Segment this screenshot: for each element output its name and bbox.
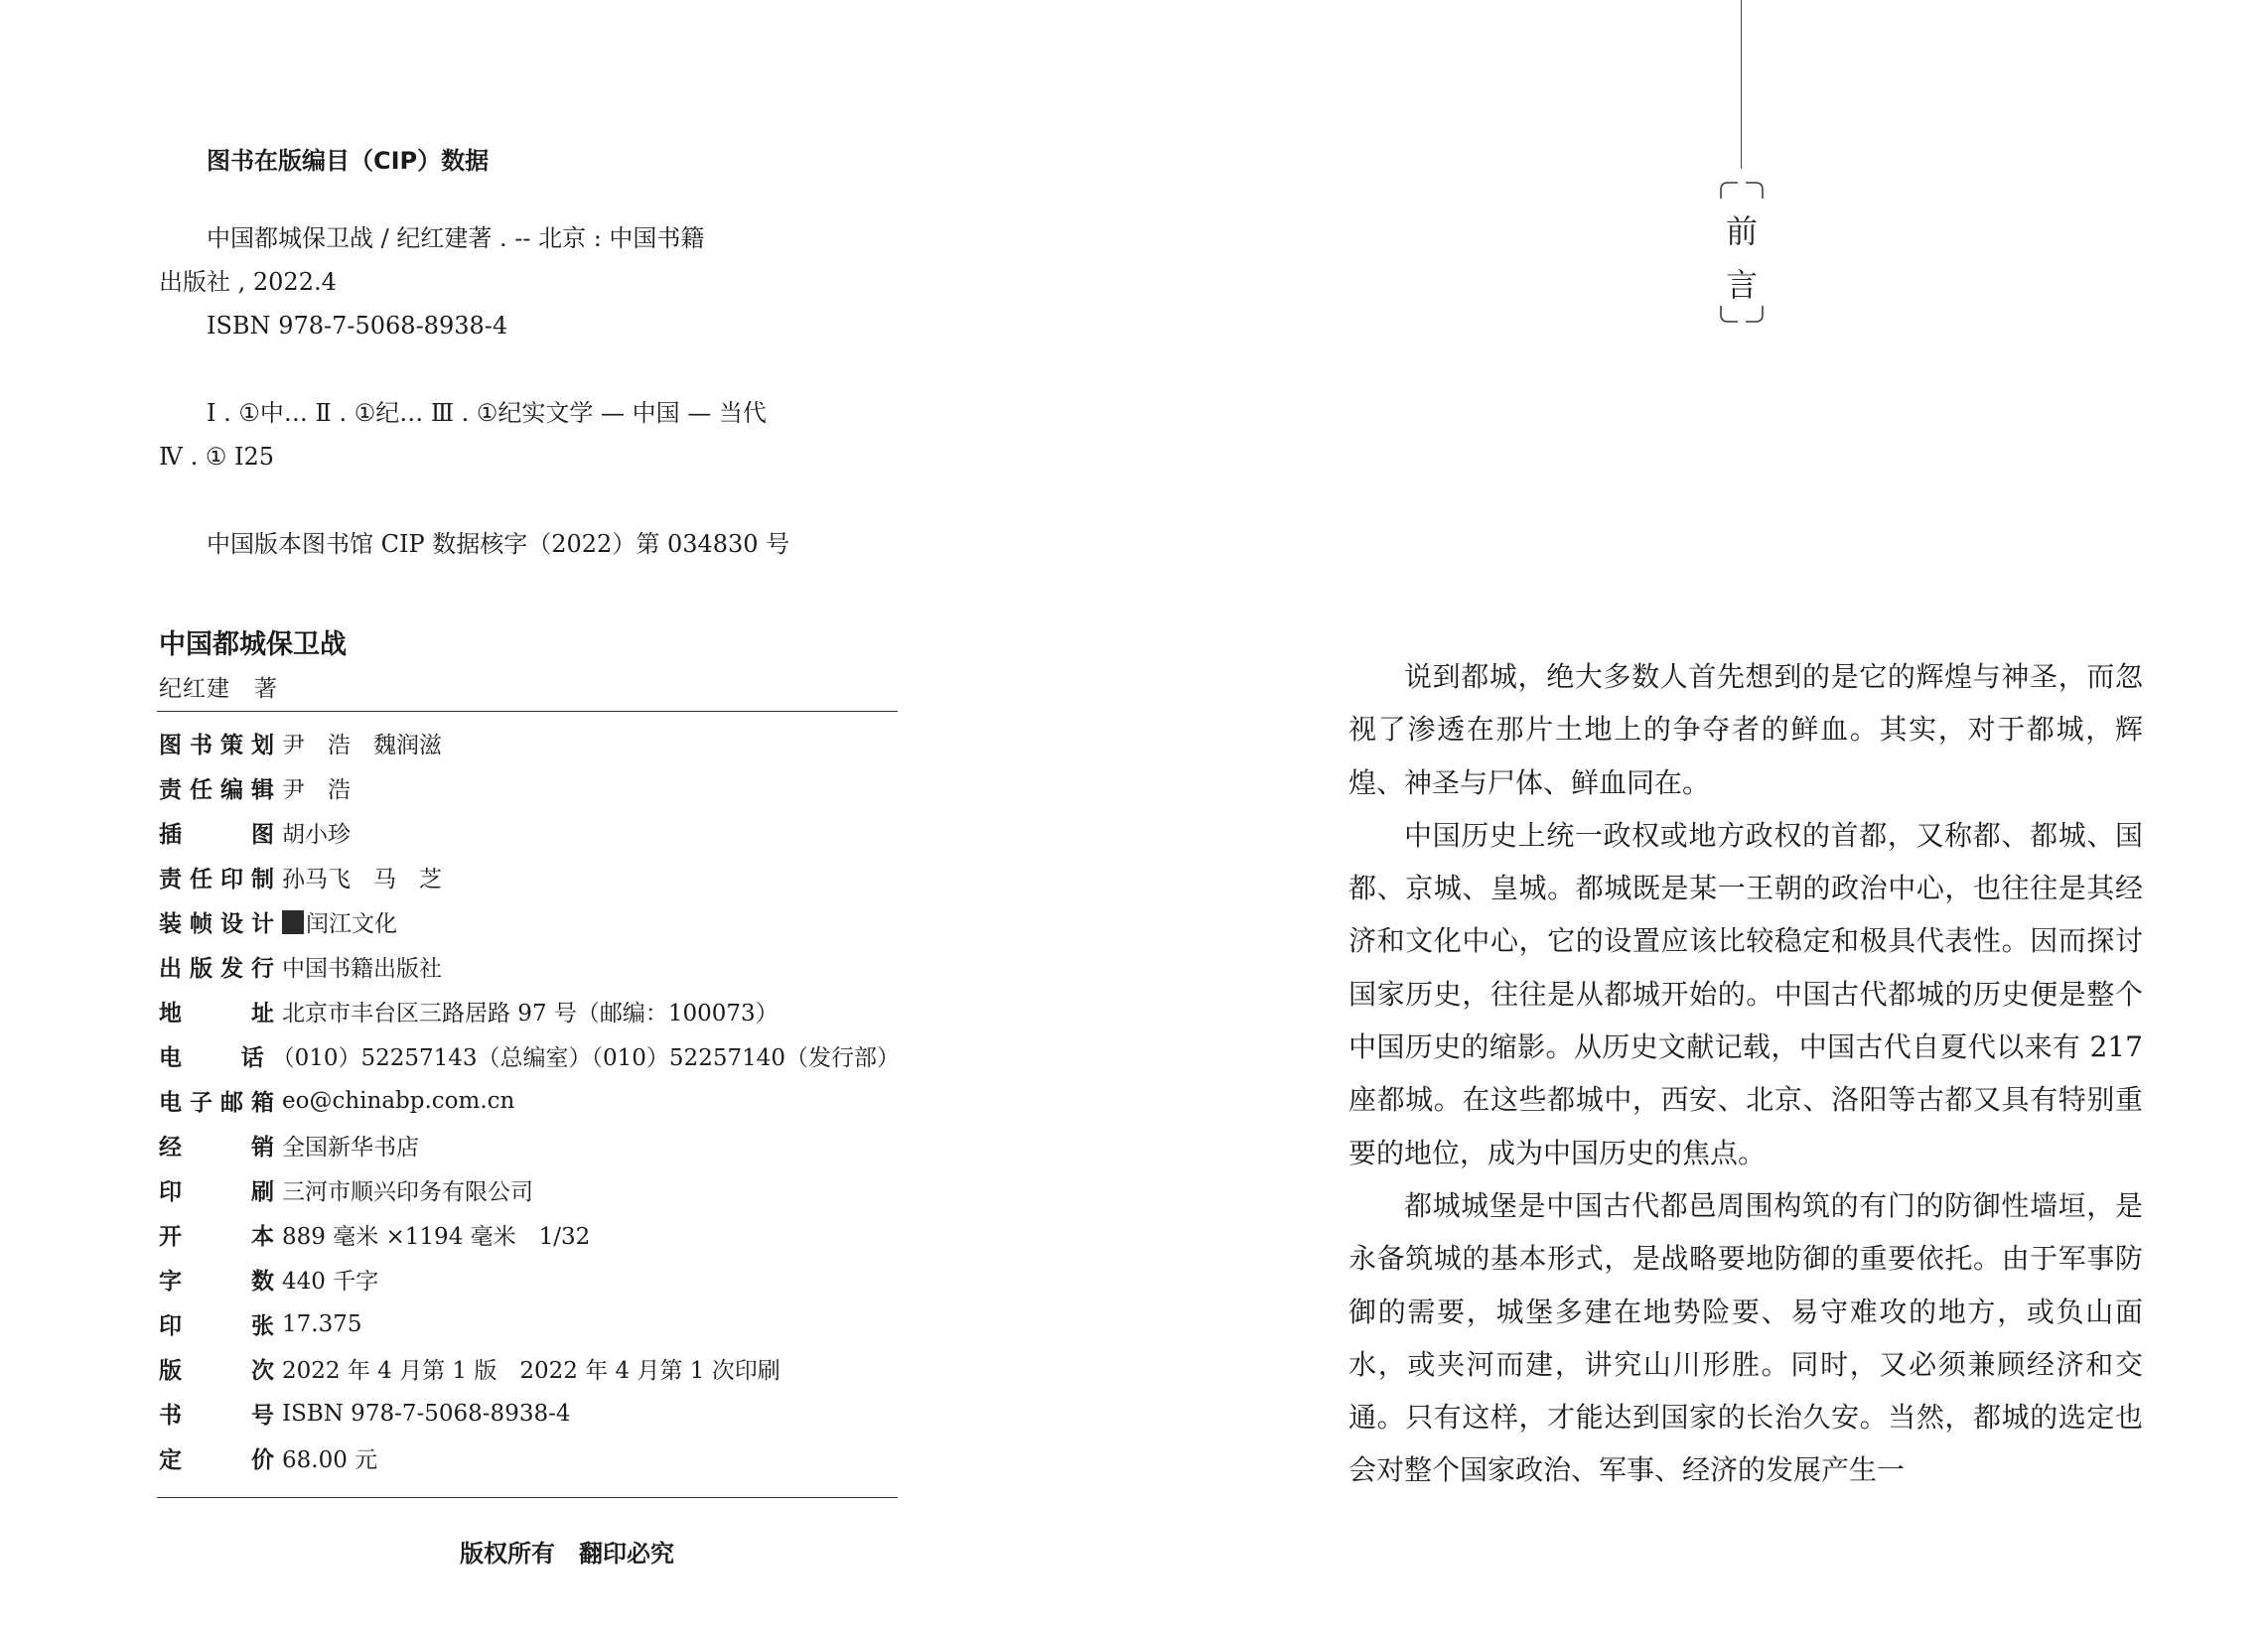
preface-heading-char: 言 <box>1725 266 1758 304</box>
copyright-notice: 版权所有 翻印必究 <box>460 1540 674 1568</box>
cip-line: 中国都城保卫战 / 纪红建著 . -- 北京 : 中国书籍 <box>207 224 705 252</box>
cip-line: 出版社 , 2022.4 <box>159 268 337 296</box>
colophon-label: 字 数 <box>159 1269 274 1295</box>
colophon-value: 440 千字 <box>282 1269 379 1295</box>
book-title: 中国都城保卫战 <box>159 629 347 660</box>
colophon-value: 17.375 <box>282 1310 362 1337</box>
preface-heading-tag <box>1718 181 1766 324</box>
colophon-value: 全国新华书店 <box>282 1135 419 1161</box>
divider <box>157 1497 898 1498</box>
colophon-row <box>159 810 900 855</box>
colophon-table <box>159 721 900 1480</box>
colophon-row <box>159 1033 900 1078</box>
colophon-row <box>159 765 900 810</box>
colophon-row <box>159 1123 900 1167</box>
colophon-value: （010）52257143（总编室）（010）52257140（发行部） <box>271 1045 900 1071</box>
colophon-label: 电 话 <box>159 1045 264 1071</box>
preface-heading-char: 前 <box>1725 212 1758 250</box>
preface-body <box>1348 650 2143 1497</box>
colophon-label: 责 任 编 辑 <box>159 777 274 803</box>
preface-page <box>1134 0 2268 1642</box>
colophon-row <box>159 1167 900 1212</box>
colophon-row <box>159 1346 900 1391</box>
colophon-label: 图 书 策 划 <box>159 733 274 758</box>
colophon-row <box>159 1436 900 1480</box>
colophon-row <box>159 899 900 944</box>
cip-line: Ⅰ . ①中… Ⅱ . ①纪… Ⅲ . ①纪实文学 — 中国 — 当代 <box>207 399 767 427</box>
colophon-value: 68.00 元 <box>282 1447 378 1473</box>
cip-title: 图书在版编目（CIP）数据 <box>207 147 490 175</box>
cip-line: 中国版本图书馆 CIP 数据核字（2022）第 034830 号 <box>207 530 790 558</box>
colophon-label: 开 本 <box>159 1224 274 1250</box>
preface-paragraph: 中国历史上统一政权或地方政权的首都，又称都、都城、国都、京城、皇城。都城既是某一王朝的政治中心，也往往是其经济和文化中心，它的设置应该比较稳定和极具代表性。因而探讨国家历史，往往是从都城开始的。中国古代都城的历史便是整个中国历史的缩影。从历史文献记载，中国古代自夏代以来有 217 座都城。在这些都城中，西安、北京、洛阳等古都又具有特别重要的地位，成为中国历史的焦点。 <box>1348 818 2143 1169</box>
colophon-row <box>159 1391 900 1436</box>
colophon-label: 经 销 <box>159 1135 274 1161</box>
colophon-row <box>159 1257 900 1301</box>
studio-logo-mark <box>282 910 304 934</box>
colophon-value: 2022 年 4 月第 1 版 2022 年 4 月第 1 次印刷 <box>282 1358 780 1384</box>
colophon-label: 电 子 邮 箱 <box>159 1090 274 1116</box>
colophon-label: 装 帧 设 计 <box>159 911 274 937</box>
colophon-label: 印 刷 <box>159 1179 274 1205</box>
colophon-value: 889 毫米 ×1194 毫米 1/32 <box>282 1224 591 1250</box>
colophon-label: 插 图 <box>159 822 274 848</box>
colophon-row <box>159 1078 900 1123</box>
colophon-label: 印 张 <box>159 1313 274 1339</box>
colophon-label: 书 号 <box>159 1403 274 1429</box>
colophon-label: 版 次 <box>159 1358 274 1384</box>
colophon-row <box>159 989 900 1033</box>
preface-paragraph: 都城城堡是中国古代都邑周围构筑的有门的防御性墙垣，是永备筑城的基本形式，是战略要地防御的重要依托。由于军事防御的需要，城堡多建在地势险要、易守难攻的地方，或负山面水，或夹河而建，讲究山川形胜。同时，又必须兼顾经济和交通。只有这样，才能达到国家的长治久安。当然，都城的选定也会对整个国家政治、军事、经济的发展产生一 <box>1348 1188 2143 1487</box>
colophon-value: 闰江文化 <box>282 905 397 938</box>
colophon-value: 尹 浩 魏润滋 <box>282 733 442 758</box>
colophon-row <box>159 1301 900 1346</box>
colophon-value: ISBN 978-7-5068-8938-4 <box>282 1400 571 1427</box>
book-author: 纪红建 著 <box>159 676 278 702</box>
colophon-value: 胡小珍 <box>282 822 351 848</box>
colophon-row <box>159 944 900 989</box>
colophon-row <box>159 1212 900 1257</box>
colophon-label: 定 价 <box>159 1447 274 1473</box>
preface-paragraph: 说到都城，绝大多数人首先想到的是它的辉煌与神圣，而忽视了渗透在那片土地上的争夺者的鲜血。其实，对于都城，辉煌、神圣与尸体、鲜血同在。 <box>1348 660 2143 799</box>
colophon-label: 责 任 印 制 <box>159 867 274 892</box>
colophon-value: 尹 浩 <box>282 777 351 803</box>
colophon-value: 孙马飞 马 芝 <box>282 867 442 892</box>
colophon-row <box>159 721 900 765</box>
cip-line: Ⅳ . ① I25 <box>159 443 275 471</box>
colophon-value: 北京市丰台区三路居路 97 号（邮编：100073） <box>282 1001 779 1026</box>
hanging-cord-line <box>1741 0 1742 169</box>
colophon-label: 地 址 <box>159 1001 274 1026</box>
divider <box>157 711 898 712</box>
colophon-row <box>159 855 900 899</box>
colophon-value: 三河市顺兴印务有限公司 <box>282 1179 533 1205</box>
colophon-value: eo@chinabp.com.cn <box>282 1087 515 1114</box>
colophon-label: 出 版 发 行 <box>159 956 274 982</box>
cip-line: ISBN 978-7-5068-8938-4 <box>207 312 508 340</box>
colophon-value: 中国书籍出版社 <box>282 956 442 982</box>
